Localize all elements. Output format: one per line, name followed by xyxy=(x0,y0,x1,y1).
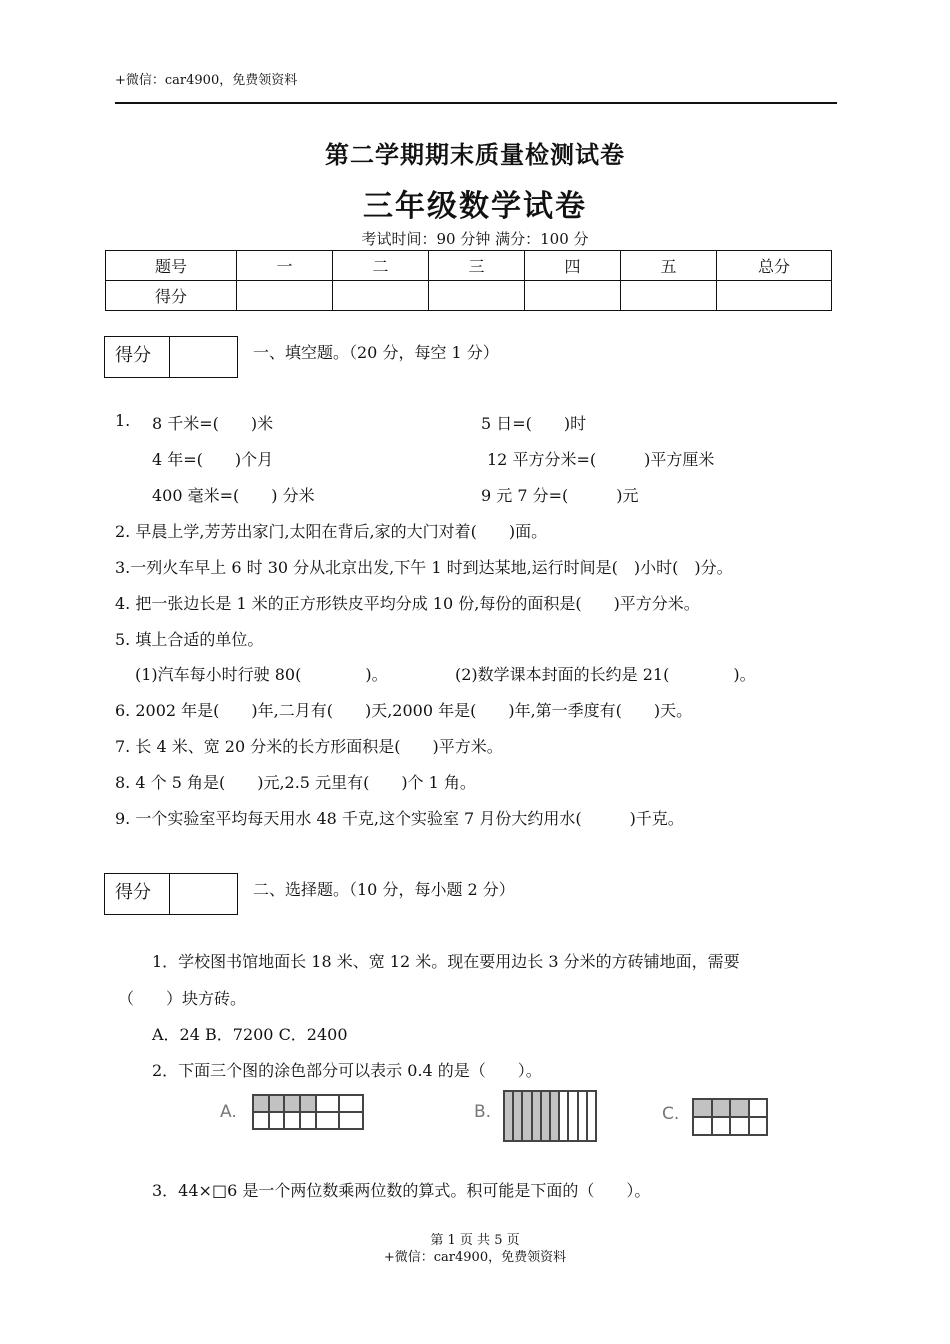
figure-c-grid xyxy=(692,1098,768,1136)
q9-text: 9. 一个实验室平均每天用水 48 千克,这个实验室 7 月份大约用水( )千克。 xyxy=(115,809,684,828)
score-row-label: 得分 xyxy=(106,281,237,311)
mc-q1-line1: 1．学校图书馆地面长 18 米、宽 12 米。现在要用边长 3 分米的方砖铺地面，需要 xyxy=(152,952,740,971)
mc-q1-options: A．24 B．7200 C．2400 xyxy=(152,1025,348,1044)
q1-item-f: 9 元 7 分=( )元 xyxy=(481,486,639,505)
figure-a-grid xyxy=(252,1094,364,1130)
score-header-cell: 四 xyxy=(525,251,621,281)
exam-subtitle: 三年级数学试卷 xyxy=(363,189,587,224)
score-table xyxy=(105,250,832,311)
score-cell xyxy=(621,281,717,311)
score-cell xyxy=(717,281,832,311)
footer-watermark: +微信：car4900，免费领资料 xyxy=(383,1250,567,1265)
score-cell xyxy=(429,281,525,311)
score-box-label: 得分 xyxy=(105,874,170,914)
section1-score-box xyxy=(104,336,238,378)
mc-q2-text: 2．下面三个图的涂色部分可以表示 0.4 的是（ ）。 xyxy=(152,1061,542,1080)
mc-q3-text: 3．44×□6 是一个两位数乘两位数的算式。积可能是下面的（ ）。 xyxy=(152,1181,651,1200)
q1-item-d: 12 平方分米=( )平方厘米 xyxy=(487,450,715,469)
exam-title: 第二学期期末质量检测试卷 xyxy=(325,140,625,169)
score-cell xyxy=(525,281,621,311)
section2-score-box xyxy=(104,873,238,915)
mc-q1-line2: （ ）块方砖。 xyxy=(118,989,247,1008)
score-header-cell: 一 xyxy=(237,251,333,281)
score-table-header-row xyxy=(106,251,832,281)
q5b-text: (2)数学课本封面的长约是 21( )。 xyxy=(455,665,756,684)
q1-item-b: 5 日=( )时 xyxy=(481,414,587,433)
page-number: 第 1 页 共 5 页 xyxy=(430,1233,520,1248)
q7-text: 7. 长 4 米、宽 20 分米的长方形面积是( )平方米。 xyxy=(115,737,503,756)
q3-text: 3.一列火车早上 6 时 30 分从北京出发,下午 1 时到达某地,运行时间是( )小时( )分。 xyxy=(115,558,733,577)
score-table-score-row xyxy=(106,281,832,311)
q5-text: 5. 填上合适的单位。 xyxy=(115,630,264,649)
score-box-blank xyxy=(170,337,237,377)
q8-text: 8. 4 个 5 角是( )元,2.5 元里有( )个 1 角。 xyxy=(115,773,476,792)
exam-info: 考试时间：90 分钟 满分：100 分 xyxy=(361,230,589,248)
section2-title: 二、选择题。（10 分，每小题 2 分） xyxy=(253,880,515,899)
q4-text: 4. 把一张边长是 1 米的正方形铁皮平均分成 10 份,每份的面积是( )平方分米。 xyxy=(115,594,700,613)
q1-item-e: 400 毫米=( ) 分米 xyxy=(152,486,315,505)
figure-c-label: C. xyxy=(662,1104,680,1124)
q1-number: 1. xyxy=(115,411,131,430)
score-header-cell: 二 xyxy=(333,251,429,281)
score-header-cell: 五 xyxy=(621,251,717,281)
q1-item-a: 8 千米=( )米 xyxy=(152,414,274,433)
header-watermark: +微信：car4900，免费领资料 xyxy=(115,73,298,88)
figure-b-grid xyxy=(503,1090,597,1142)
q5a-text: (1)汽车每小时行驶 80( )。 xyxy=(135,665,388,684)
score-cell xyxy=(237,281,333,311)
q1-item-c: 4 年=( )个月 xyxy=(152,450,274,469)
figure-b-label: B. xyxy=(474,1102,492,1122)
q2-text: 2. 早晨上学,芳芳出家门,太阳在背后,家的大门对着( )面。 xyxy=(115,522,548,541)
score-cell xyxy=(333,281,429,311)
score-header-cell: 题号 xyxy=(106,251,237,281)
figure-a-label: A. xyxy=(220,1102,237,1122)
score-box-blank xyxy=(170,874,237,914)
header-rule xyxy=(115,102,837,104)
score-header-cell: 三 xyxy=(429,251,525,281)
section1-title: 一、填空题。（20 分，每空 1 分） xyxy=(253,343,499,362)
q6-text: 6. 2002 年是( )年,二月有( )天,2000 年是( )年,第一季度有( )天。 xyxy=(115,701,693,720)
score-header-cell: 总分 xyxy=(717,251,832,281)
fraction-figures xyxy=(220,1090,770,1142)
score-box-label: 得分 xyxy=(105,337,170,377)
